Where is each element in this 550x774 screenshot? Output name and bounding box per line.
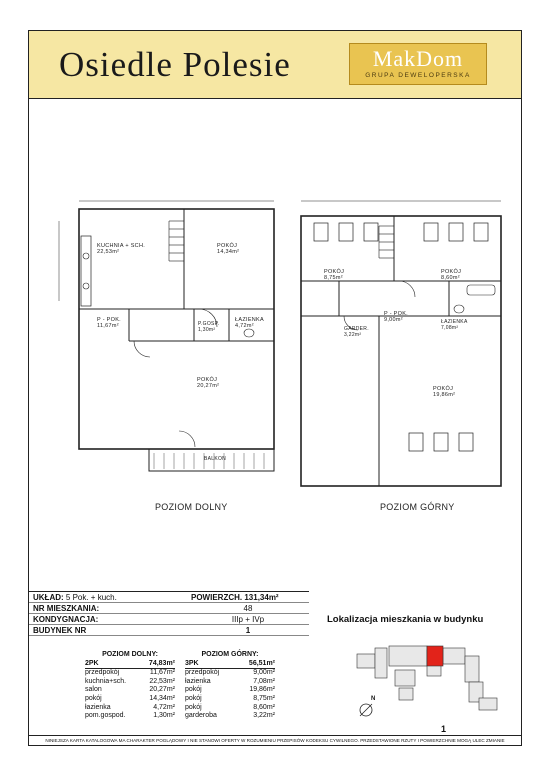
room-label: ŁAZIENKA 4,72m²	[235, 317, 264, 329]
upper-outline	[301, 216, 501, 486]
building-location-map	[319, 626, 519, 736]
room-label: POKÓJ 8,60m²	[441, 269, 462, 281]
floor-plan-drawing	[39, 181, 513, 521]
catalog-sheet	[28, 30, 522, 746]
room-label: GARDER. 3,22m²	[344, 326, 369, 338]
room-label: BALKON	[204, 456, 227, 462]
room-label: POKÓJ 8,75m²	[324, 269, 345, 281]
upper-level-column: POZIOM GÓRNY: 3PK 56,51m² przedpokój 9,00m² łazienka 7,08m² pokój 19,86m² pokój 8,75m² pokój 8,60m² garderoba 3,22m²	[185, 651, 275, 720]
north-arrow-icon	[360, 704, 372, 716]
disclaimer: NINIEJSZA KARTA KATALOGOWA MA CHARAKTER POGLĄDOWY I NIE STANOWI OFERTY W ROZUMIENIU PRZEPISÓW KODEKSU CYWILNEGO. PRZEDSTAWIONE RZUTY I POWIERZCHNIE MOGĄ ULEC ZMIANIE	[29, 735, 521, 745]
room-label: POKÓJ 14,34m²	[217, 243, 240, 255]
north-label: N	[371, 696, 376, 702]
lower-level-label: POZIOM DOLNY	[155, 502, 228, 512]
upper-level-label: POZIOM GÓRNY	[380, 502, 455, 512]
logo-subtitle: GRUPA DEWELOPERSKA	[365, 72, 471, 79]
lower-level-column: POZIOM DOLNY: 2PK 74,83m² przedpokój 11,67m² kuchnia+sch. 22,53m² salon 20,27m² pokój 14,34m² łazienka 4,72m² pom.gospod. 1,30m²	[85, 651, 175, 720]
highlight-apartment	[427, 646, 443, 666]
room-label: P - POK. 11,67m²	[97, 317, 121, 329]
room-label: POKÓJ 19,86m²	[433, 386, 456, 398]
apartment-number-row: NR MIESZKANIA: 48	[29, 603, 309, 614]
page-title: Osiedle Polesie	[59, 45, 291, 84]
floor-plans	[39, 181, 513, 521]
logo-text: MakDom	[372, 46, 464, 71]
room-label: P.GOSP. 1,30m²	[198, 321, 220, 333]
floor-row: KONDYGNACJA: IIIp + IVp	[29, 614, 309, 625]
room-label: ŁAZIENKA 7,08m²	[441, 319, 468, 331]
header-banner	[29, 31, 521, 99]
company-logo	[349, 43, 487, 85]
building-row: BUDYNEK NR 1	[29, 625, 309, 636]
room-label: P - POK. 9,00m²	[384, 311, 408, 323]
apartment-info-table	[29, 591, 309, 636]
room-label: POKÓJ 20,27m²	[197, 377, 220, 389]
location-title: Lokalizacja mieszkania w budynku	[327, 614, 484, 625]
building-number: 1	[441, 724, 447, 734]
room-label: KUCHNIA + SCH. 22,53m²	[97, 243, 146, 255]
layout-row: UKŁAD: 5 Pok. + kuch. POWIERZCH. 131,34m²	[29, 592, 309, 603]
